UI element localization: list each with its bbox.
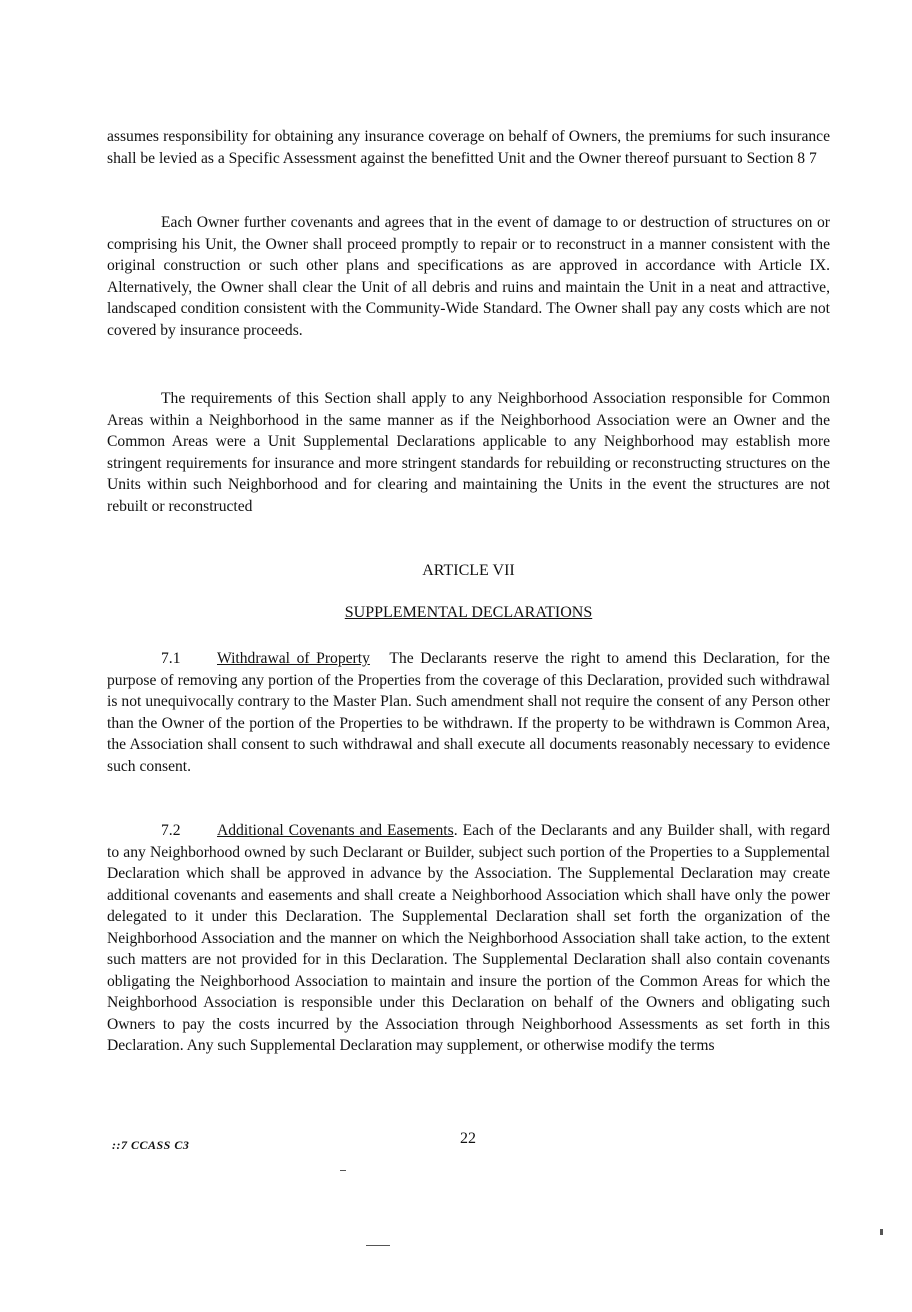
- page-number: 22: [460, 1130, 476, 1147]
- section-heading: Additional Covenants and Easements: [217, 822, 454, 839]
- section-7-1: [107, 648, 830, 777]
- section-heading: Withdrawal of Property: [217, 650, 370, 667]
- scan-artifact-mark: [880, 1229, 883, 1235]
- section-7-2: 7.2 Additional Covenants and Easements. Each of the Declarants and any Builder shall, with regard to any Neighborhood owned by such Declarant or Builder, subject such portion of the Properties to a Supplemental Declaration which shall be approved in advance by the Association. The Supplemental Declaration may create additional covenants and easements and shall create a Neighborhood Association which shall have only the power delegated to it under this Declaration. The Supplemental Declaration shall set forth the organization of the Neighborhood Association and the manner on which the Neighborhood Association shall take action, to the extent such matters are not provided for in this Declaration. The Supplemental Declaration shall also contain covenants obligating the Neighborhood Association to maintain and insure the portion of the Common Areas for which the Neighborhood Association is responsible under this Declaration on behalf of the Owners and obligating such Owners to pay the costs incurred by the Association through Neighborhood Assessments as set forth in this Declaration. Any such Supplemental Declaration may supplement, or otherwise modify the terms: [107, 822, 830, 1054]
- section-text: Each of the Declarants and any Builder shall, with regard to any Neighborhood owned by such Declarant or Builder, subject such portion of the Properties to a Supplemental Declaration which shall be approved in advance by the Association. The Supplemental Declaration may create additional covenants and easements and shall create a Neighborhood Association which shall have only the power delegated to it under this Declaration. The Supplemental Declaration shall set forth the organization of the Neighborhood Association and the manner on which the Neighborhood Association shall take action, to the extent such matters are not provided for in this Declaration. The Supplemental Declaration shall also contain covenants obligating the Neighborhood Association to maintain and insure the portion of the Common Areas for which the Neighborhood Association is responsible under this Declaration on behalf of the Owners and obligating such Owners to pay the costs incurred by the Association through Neighborhood Assessments as set forth in this Declaration. Any such Supplemental Declaration may supplement, or otherwise modify the terms: [107, 822, 830, 1054]
- section-number: 7.1: [161, 650, 181, 667]
- paragraph-owner-repair: Each Owner further covenants and agrees that in the event of damage to or destruction of structures on or comprising his Unit, the Owner shall proceed promptly to repair or to reconstruct in a manner consistent with the original construction or such other plans and specifications as are approved in accordance with Article IX. Alternatively, the Owner shall clear the Unit of all debris and ruins and maintain the Unit in a neat and attractive, landscaped condition consistent with the Community-Wide Standard. The Owner shall pay any costs which are not covered by insurance proceeds.: [107, 214, 830, 339]
- scan-artifact-mark: [340, 1170, 346, 1171]
- paragraph-neighborhood-association: The requirements of this Section shall apply to any Neighborhood Association responsible for Common Areas within a Neighborhood in the same manner as if the Neighborhood Association were an Owner and the Common Areas were a Unit Supplemental Declarations applicable to any Neighborhood may establish more stringent requirements for insurance and more stringent standards for rebuilding or reconstructing structures on the Units within such Neighborhood and for clearing and maintaining the Units in the event the structures are not rebuilt or reconstructed: [107, 390, 830, 515]
- scan-artifact-mark: [366, 1245, 390, 1246]
- section-number: 7.2: [161, 822, 181, 839]
- section-text: The Declarants reserve the right to amend this Declaration, for the purpose of removing any portion of the Properties from the coverage of this Declaration, provided such withdrawal is not unequivocally contrary to the Master Plan. Such amendment shall not require the consent of any Person other than the Owner of the portion of the Properties to be withdrawn. If the property to be withdrawn is Common Area, the Association shall consent to such withdrawal and shall execute all documents reasonably necessary to evidence such consent.: [107, 650, 830, 775]
- document-code: ::7 CCASS C3: [112, 1138, 190, 1152]
- article-title: ARTICLE VII: [422, 562, 515, 579]
- paragraph-insurance-assessment: assumes responsibility for obtaining any insurance coverage on behalf of Owners, the premiums for such insurance shall be levied as a Specific Assessment against the benefitted Unit and the Owner thereof pursuant to Section 8 7: [107, 128, 830, 167]
- article-subtitle-text: SUPPLEMENTAL DECLARATIONS: [344, 604, 593, 621]
- article-subtitle: [107, 604, 830, 622]
